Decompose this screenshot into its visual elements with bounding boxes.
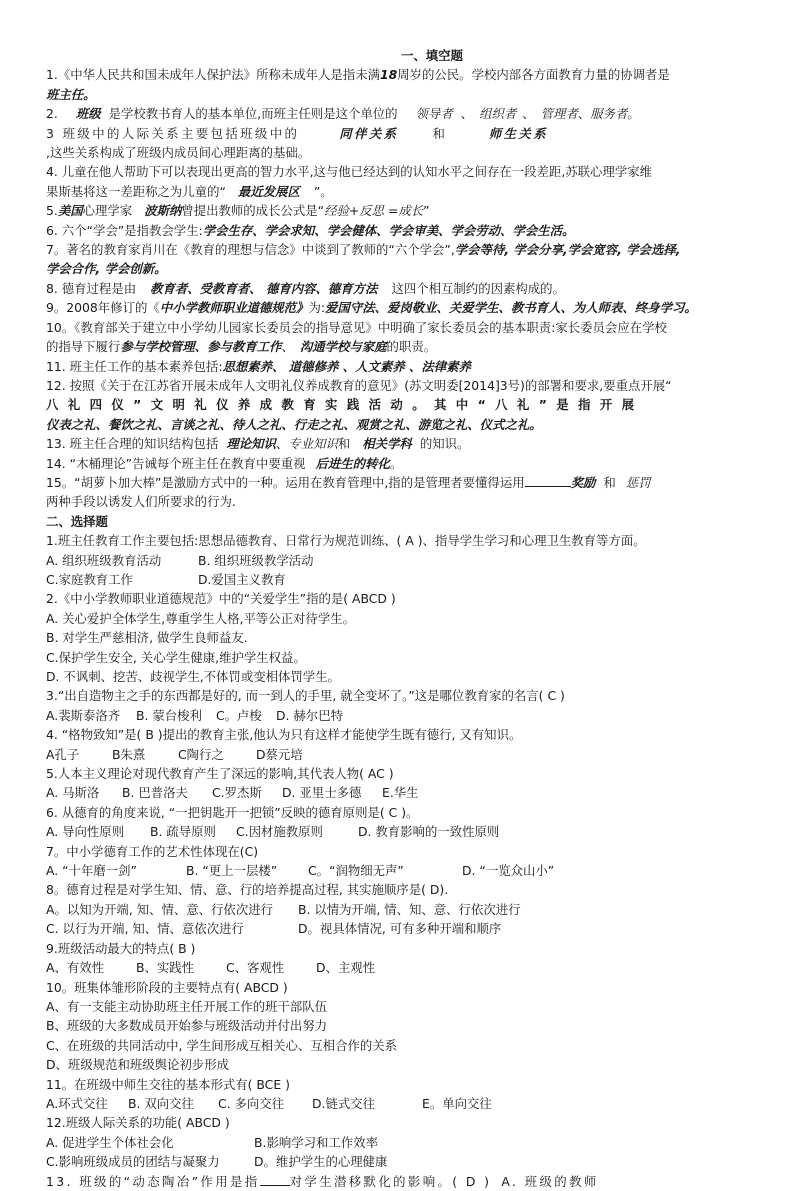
text: 1.《中华人民共和国未成年人保护法》所称未成年人是指未满 xyxy=(46,67,380,83)
text: 的职责。 xyxy=(386,339,437,355)
text: 为: xyxy=(308,300,326,316)
question-text: 7。中小学德育工作的艺术性体现在(C) xyxy=(46,843,259,859)
option: C。“润物细无声” xyxy=(308,863,404,879)
answer: 18 xyxy=(379,67,398,83)
question-text: 5.人本主义理论对现代教育产生了深远的影响,其代表人物( AC ) xyxy=(46,766,394,782)
choice-option xyxy=(46,1055,758,1074)
option: B. “更上一层楼” xyxy=(186,863,278,879)
option: A. 促进学生个体社会化 xyxy=(46,1134,174,1150)
choice-option xyxy=(46,1036,758,1055)
answer: 师生关系 xyxy=(488,125,549,141)
option: D。视具体情况, 可有多种开端和顺序 xyxy=(298,921,502,937)
question-text: 3.“出自造物主之手的东西都是好的, 而一到人的手里, 就全变坏了。”这是哪位教育家的名言( C ) xyxy=(46,688,565,704)
answer: 参与学校管理、参与教育工作 xyxy=(120,339,282,355)
text: 的知识。 xyxy=(419,436,470,452)
choice-options-1b xyxy=(46,570,758,589)
answer: 相关学科 xyxy=(362,436,412,452)
answer: 沟通学校与家庭 xyxy=(299,339,387,355)
option: C.因材施教原则 xyxy=(236,824,323,840)
answer: 惩罚 xyxy=(625,474,651,490)
fill-question-4-cont xyxy=(46,182,758,201)
text: 11. 班主任工作的基本素养包括: xyxy=(46,358,223,374)
answer: 中小学教师职业道德规范》 xyxy=(159,300,309,316)
fill-question-12 xyxy=(46,376,758,395)
answer: 理论知识 xyxy=(226,436,276,452)
choice-option xyxy=(46,609,758,628)
option: D. 亚里士多德 xyxy=(282,785,362,801)
question-text: 1.班主任教育工作主要包括:思想品德教育、日常行为规范训练、( A )、指导学生学习和心理卫生教育等方面。 xyxy=(46,533,646,549)
option: E.华生 xyxy=(382,785,419,801)
answer: 波斯纳 xyxy=(144,203,182,219)
text: 2. xyxy=(46,106,58,122)
fill-question-2 xyxy=(46,104,758,123)
choice-option xyxy=(46,667,758,686)
answer: 后进生的转化 xyxy=(315,455,390,471)
question-text: 4. “格物致知”是( B )提出的教育主张,他认为只有这样才能使学生既有德行, 又有知识。 xyxy=(46,727,522,743)
text: 、 xyxy=(460,106,474,122)
question-text: 8。德育过程是对学生知、情、意、行的培养提高过程, 其实施顺序是( D). xyxy=(46,882,449,898)
choice-options-1a xyxy=(46,551,758,570)
fill-question-15-cont xyxy=(46,492,758,511)
text: 8. 德育过程是由 xyxy=(46,280,137,296)
text: 、 xyxy=(281,339,294,355)
text: 两种手段以诱发人们所要求的行为. xyxy=(46,494,236,510)
answer: 学会等待, 学会分享,学会宽容, 学会选择, xyxy=(454,242,681,258)
option: A. 班级的教师 xyxy=(501,1173,599,1189)
text: 15。“胡萝卜加大棒”是激励方式中的一种。运用在教育管理中,指的是管理者要懂得运用 xyxy=(46,474,525,490)
answer: 同伴关系 xyxy=(339,125,399,141)
text: 果斯基将这一差距称之为儿童的“ xyxy=(46,183,226,199)
option: D.链式交往 xyxy=(312,1095,376,1111)
answer: 领导者 xyxy=(415,106,453,122)
text: 9。2008年修订的《 xyxy=(46,300,160,316)
text: 是学校教书育人的基本单位,而班主任则是这个单位的 xyxy=(108,106,398,122)
choice-option xyxy=(46,648,758,667)
text: 3 班级中的人际关系主要包括班级中的 xyxy=(46,125,300,141)
answer-blank xyxy=(260,1173,290,1186)
option: B.影响学习和工作效率 xyxy=(254,1134,378,1150)
option: B. 双向交往 xyxy=(128,1095,194,1111)
option: A. “十年磨一剑” xyxy=(46,863,137,879)
choice-options-8a xyxy=(46,900,758,919)
option: C、在班级的共同活动中, 学生间形成互相关心、互相合作的关系 xyxy=(46,1037,398,1053)
fill-question-15 xyxy=(46,473,758,492)
answer: 班级 xyxy=(75,106,101,122)
fill-question-8 xyxy=(46,279,758,298)
option: B. 组织班级教学活动 xyxy=(198,552,314,568)
answer: 爱国守法、爱岗敬业、关爱学生、教书育人、为人师表、终身学习。 xyxy=(325,300,697,316)
option: A孔子 xyxy=(46,746,80,762)
text: 八礼四仪”文明礼仪养成教育实践活动。其中“八礼”是指开展 xyxy=(46,397,644,413)
answer: 班主任。 xyxy=(46,86,96,102)
text: ” xyxy=(423,203,430,219)
answer: 美国 xyxy=(57,203,83,219)
choice-question-4 xyxy=(46,725,758,744)
choice-options-12a xyxy=(46,1133,758,1152)
fill-question-12-answer xyxy=(46,415,758,434)
fill-question-10-cont xyxy=(46,337,758,356)
fill-question-1-answer xyxy=(46,85,758,104)
text: 心理学家 xyxy=(82,203,133,219)
text: 4. 儿童在他人帮助下可以表现出更高的智力水平,这与他已经达到的认知水平之间存在一段差距,苏联心理学家维 xyxy=(46,164,652,180)
text: 这四个相互制约的因素构成的。 xyxy=(391,280,565,296)
option: D.爱国主义教育 xyxy=(198,571,286,587)
text: 、 xyxy=(275,436,289,452)
choice-question-6 xyxy=(46,803,758,822)
fill-question-5 xyxy=(46,201,758,220)
text: 和 xyxy=(432,125,445,141)
text: 曾提出教师的成长公式是“ xyxy=(181,203,325,219)
option: A.裴斯泰洛齐 xyxy=(46,707,121,723)
text: 5. xyxy=(46,203,58,219)
choice-option xyxy=(46,997,758,1016)
answer: 学会生存、学会求知、学会健体、学会审美、学会劳动、学会生活。 xyxy=(202,222,575,238)
option: A。以知为开端, 知、情、意、行依次进行 xyxy=(46,901,273,917)
text: 和 xyxy=(603,474,616,490)
answer: 经验+反思 =成长 xyxy=(324,203,424,219)
option: C、客观性 xyxy=(226,960,285,976)
question-text: 10。班集体雏形阶段的主要特点有( ABCD ) xyxy=(46,979,288,995)
question-text: 6. 从德育的角度来说, “一把钥匙开一把锁”反映的德育原则是( C )。 xyxy=(46,804,419,820)
answer: 教育者、受教育者、 德育内容、德育方法 xyxy=(150,280,378,296)
option: B. 疏导原则 xyxy=(150,824,216,840)
answer: 学会合作, 学会创新。 xyxy=(46,261,167,277)
option: A. 组织班级教育活动 xyxy=(46,552,162,568)
section-heading-fill xyxy=(46,46,758,65)
choice-options-4 xyxy=(46,745,758,764)
fill-question-10 xyxy=(46,318,758,337)
option: C.保护学生安全, 关心学生健康,维护学生权益。 xyxy=(46,649,306,665)
option: C.影响班级成员的团结与凝聚力 xyxy=(46,1154,220,1170)
text: 12. 按照《关于在江苏省开展未成年人文明礼仪养成教育的意见》(苏文明委[2014]3号)的部署和要求,要重点开展“ xyxy=(46,377,672,393)
option: C.罗杰斯 xyxy=(212,785,262,801)
fill-question-3 xyxy=(46,124,758,143)
choice-options-9 xyxy=(46,958,758,977)
option: D. 不讽刺、挖苦、歧视学生,不体罚或变相体罚学生。 xyxy=(46,669,340,684)
choice-options-12b xyxy=(46,1152,758,1171)
text: 14. “木桶理论”告诫每个班主任在教育中要重视 xyxy=(46,455,306,471)
option: B. 蒙台梭利 xyxy=(136,707,202,723)
text: 。 xyxy=(389,455,403,471)
question-text: 对学生潜移默化的影响。( D ) xyxy=(289,1173,492,1189)
choice-option xyxy=(46,628,758,647)
choice-options-6 xyxy=(46,822,758,841)
choice-options-5 xyxy=(46,783,758,802)
option: C. 多向交往 xyxy=(218,1095,285,1111)
question-text: 9.班级活动最大的特点( B ) xyxy=(46,940,196,956)
choice-options-11 xyxy=(46,1094,758,1113)
option: C陶行之 xyxy=(178,746,224,762)
choice-question-8 xyxy=(46,880,758,899)
option: A. 马斯洛 xyxy=(46,785,100,801)
text: 周岁的公民。学校内部各方面教育力量的协调者是 xyxy=(397,67,670,83)
fill-question-1 xyxy=(46,65,758,84)
choice-question-7 xyxy=(46,842,758,861)
text: 6. 六个“学会”是指教会学生: xyxy=(46,222,203,238)
fill-question-4 xyxy=(46,162,758,181)
text: 、 xyxy=(522,106,535,122)
text: ,这些关系构成了班级内成员间心理距离的基础。 xyxy=(46,145,311,161)
text: 和 xyxy=(337,436,351,452)
option: D. “一览众山小” xyxy=(462,863,555,879)
option: D、班级规范和班级舆论初步形成 xyxy=(46,1057,230,1073)
option: B. 对学生严慈相济, 做学生良师益友. xyxy=(46,630,248,646)
answer: 奖励 xyxy=(570,474,596,490)
text: 13. 班主任合理的知识结构包括 xyxy=(46,436,219,452)
choice-question-2 xyxy=(46,589,758,608)
fill-question-12-cont xyxy=(46,395,758,414)
option: A、有一支能主动协助班主任开展工作的班干部队伍 xyxy=(46,998,328,1014)
heading-text: 一、填空题 xyxy=(401,48,463,63)
option: C.家庭教育工作 xyxy=(46,571,133,587)
fill-question-6 xyxy=(46,221,758,240)
text: 的指导下履行 xyxy=(46,339,121,355)
answer: 思想素养、 道德修养 、人文素养 、法律素养 xyxy=(222,358,471,374)
option: B、实践性 xyxy=(136,960,195,976)
option: B、班级的大多数成员开始参与班级活动并付出努力 xyxy=(46,1018,328,1034)
question-text: 2.《中小学教师职业道德规范》中的“关爱学生”指的是( ABCD ) xyxy=(46,591,396,607)
option: A. 导向性原则 xyxy=(46,824,125,840)
choice-question-3 xyxy=(46,686,758,705)
fill-question-7-cont xyxy=(46,259,758,278)
option: D蔡元培 xyxy=(256,746,303,762)
option: A、有效性 xyxy=(46,960,105,976)
choice-question-12 xyxy=(46,1113,758,1132)
choice-question-10 xyxy=(46,978,758,997)
text: ”。 xyxy=(313,183,333,199)
answer-blank xyxy=(525,474,571,487)
section-heading-choice xyxy=(46,512,758,531)
text: 7。著名的教育家肖川在《教育的理想与信念》中谈到了教师的“六个学会”, xyxy=(46,242,455,258)
option: D. 赫尔巴特 xyxy=(276,707,343,723)
answer: 仪表之礼、餐饮之礼、言谈之礼、待人之礼、行走之礼、观赏之礼、游览之礼、仪式之礼。 xyxy=(46,416,542,432)
choice-option xyxy=(46,1016,758,1035)
fill-question-3-cont xyxy=(46,143,758,162)
question-text: 11。在班级中师生交往的基本形式有( BCE ) xyxy=(46,1076,290,1092)
option: B. 以情为开端, 情、知、意、行依次进行 xyxy=(298,901,521,917)
option: D. 教育影响的一致性原则 xyxy=(358,824,500,840)
answer: 最近发展区 xyxy=(237,183,300,199)
fill-question-11 xyxy=(46,357,758,376)
option: A.环式交往 xyxy=(46,1095,108,1111)
question-text: 13. 班级的“动态陶冶”作用是指 xyxy=(46,1173,260,1189)
option: D。维护学生的心理健康 xyxy=(254,1154,388,1170)
choice-question-1 xyxy=(46,531,758,550)
fill-question-7 xyxy=(46,240,758,259)
question-text: 12.班级人际关系的功能( ABCD ) xyxy=(46,1115,230,1131)
choice-question-5 xyxy=(46,764,758,783)
choice-options-3 xyxy=(46,706,758,725)
answer: 组织者 xyxy=(479,106,517,122)
option: C。卢梭 xyxy=(216,707,262,723)
option: B. 巴普洛夫 xyxy=(122,785,188,801)
choice-question-13 xyxy=(46,1172,758,1191)
choice-question-11 xyxy=(46,1075,758,1094)
text: 10。《教育部关于建立中小学幼儿园家长委员会的指导意见》中明确了家长委员会的基本职责:家长委员会应在学校 xyxy=(46,319,667,335)
option: B朱熹 xyxy=(112,746,146,762)
choice-options-7 xyxy=(46,861,758,880)
answer: 服务者 xyxy=(590,106,628,122)
option: E。单向交往 xyxy=(422,1095,492,1111)
option: D、主观性 xyxy=(316,960,376,976)
choice-options-8b xyxy=(46,919,758,938)
fill-question-13 xyxy=(46,434,758,453)
fill-question-9 xyxy=(46,298,758,317)
heading-text: 二、选择题 xyxy=(46,513,108,529)
choice-question-9 xyxy=(46,939,758,958)
answer: 管理者 xyxy=(540,106,578,122)
text: 。 xyxy=(627,106,640,122)
answer: 专业知识 xyxy=(288,436,338,452)
option: A. 关心爱护全体学生,尊重学生人格,平等公正对待学生。 xyxy=(46,610,355,626)
text: 、 xyxy=(577,106,591,122)
option: C. 以行为开端, 知、情、意依次进行 xyxy=(46,921,244,937)
fill-question-14 xyxy=(46,454,758,473)
